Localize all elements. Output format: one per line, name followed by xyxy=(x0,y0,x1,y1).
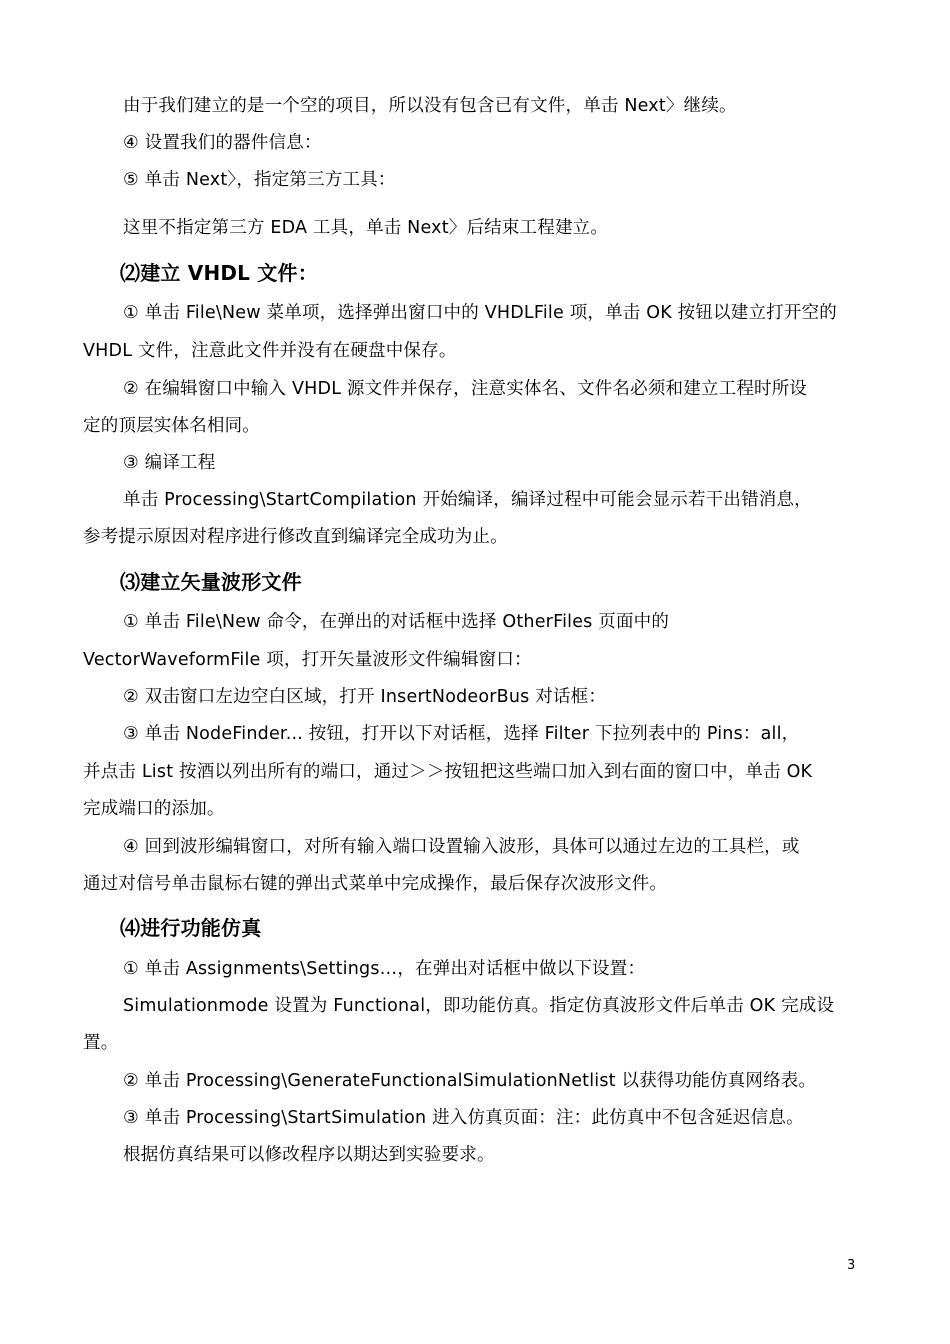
paragraph-line: VHDL 文件，注意此文件并没有在硬盘中保存。 xyxy=(83,341,457,361)
paragraph-line: 参考提示原因对程序进行修改直到编译完全成功为止。 xyxy=(83,527,508,547)
section-heading-simulation: ⑷进行功能仿真 xyxy=(120,916,262,940)
paragraph-line: ② 单击 Processing\GenerateFunctionalSimulationNetlist 以获得功能仿真网络表。 xyxy=(123,1071,817,1091)
step-4-line: ④ 设置我们的器件信息： xyxy=(123,133,322,153)
paragraph-line: ① 单击 File\New 命令，在弹出的对话框中选择 OtherFiles 页面中的 xyxy=(123,612,670,632)
paragraph-line: ② 在编辑窗口中输入 VHDL 源文件并保存，注意实体名、文件名必须和建立工程时所设 xyxy=(123,379,808,399)
paragraph-line: ③ 编译工程 xyxy=(123,453,216,473)
paragraph-line: 由于我们建立的是一个空的项目，所以没有包含已有文件，单击 Next〉继续。 xyxy=(123,96,737,116)
paragraph-line: ③ 单击 Processing\StartSimulation 进入仿真页面：注：此仿真中不包含延迟信息。 xyxy=(123,1108,804,1128)
paragraph-line: ② 双击窗口左边空白区域，打开 InsertNodeorBus 对话框： xyxy=(123,687,607,707)
paragraph-line: VectorWaveformFile 项，打开矢量波形文件编辑窗口： xyxy=(83,650,532,670)
paragraph-line: ① 单击 Assignments\Settings…，在弹出对话框中做以下设置： xyxy=(123,959,646,979)
paragraph-line: 这里不指定第三方 EDA 工具，单击 Next〉后结束工程建立。 xyxy=(123,218,609,238)
paragraph-line: ③ 单击 NodeFinder... 按钮，打开以下对话框，选择 Filter 下拉列表中的 Pins：all， xyxy=(123,724,800,744)
paragraph-line: 通过对信号单击鼠标右键的弹出式菜单中完成操作，最后保存次波形文件。 xyxy=(83,874,668,894)
paragraph-line: Simulationmode 设置为 Functional，即功能仿真。指定仿真波形文件后单击 OK 完成设 xyxy=(123,996,835,1016)
section-heading-vhdl: ⑵建立 VHDL 文件： xyxy=(120,261,318,285)
paragraph-line: 定的顶层实体名相同。 xyxy=(83,416,260,436)
step-5-line: ⑤ 单击 Next〉，指定第三方工具： xyxy=(123,170,396,190)
paragraph-line: 完成端口的添加。 xyxy=(83,799,225,819)
paragraph-line: 置。 xyxy=(83,1033,119,1053)
paragraph-line: 单击 Processing\StartCompilation 开始编译，编译过程中可能会显示若干出错消息， xyxy=(123,490,812,510)
paragraph-line: 根据仿真结果可以修改程序以期达到实验要求。 xyxy=(123,1145,495,1165)
paragraph-line: ① 单击 File\New 菜单项，选择弹出窗口中的 VHDLFile 项，单击 OK 按钮以建立打开空的 xyxy=(123,303,837,323)
paragraph-line: ④ 回到波形编辑窗口，对所有输入端口设置输入波形，具体可以通过左边的工具栏，或 xyxy=(123,837,800,857)
page-number: 3 xyxy=(847,1258,856,1273)
paragraph-line: 并点击 List 按酒以列出所有的端口，通过＞＞按钮把这些端口加入到右面的窗口中，单击 OK xyxy=(83,762,813,782)
section-heading-waveform: ⑶建立矢量波形文件 xyxy=(120,570,302,594)
